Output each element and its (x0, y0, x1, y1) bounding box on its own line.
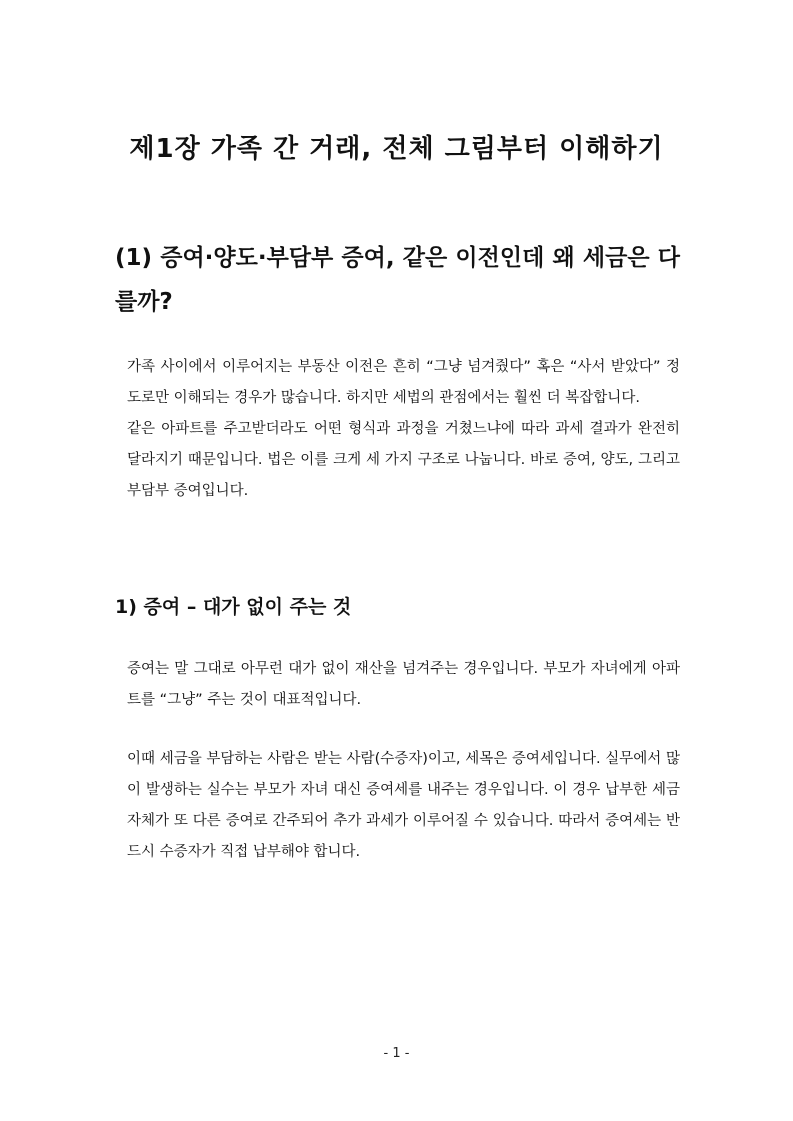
chapter-title: 제1장 가족 간 거래, 전체 그림부터 이해하기 (129, 134, 664, 164)
gift-definition-paragraph: 증여는 말 그대로 아무런 대가 없이 재산을 넘겨주는 경우입니다. 부모가 자녀에게 아파트를 “그냥” 주는 것이 대표적입니다. (127, 661, 680, 708)
section-heading: (1) 증여·양도·부담부 증여, 같은 이전인데 왜 세금은 다를까? (115, 245, 680, 315)
intro-text (127, 352, 680, 507)
page-number: - 1 - (383, 1046, 410, 1061)
subsection-heading: 1) 증여 – 대가 없이 주는 것 (115, 596, 352, 618)
intro-paragraph-1: 가족 사이에서 이루어지는 부동산 이전은 흔히 “그냥 넘겨줬다” 혹은 “사서 받았다” 정도로만 이해되는 경우가 많습니다. 하지만 세법의 관점에서는 훨씬 더 복잡합니다. (127, 359, 680, 406)
intro-paragraph-2: 같은 아파트를 주고받더라도 어떤 형식과 과정을 거쳤느냐에 따라 과세 결과가 완전히 달라지기 때문입니다. 법은 이를 크게 세 가지 구조로 나눕니다. 바로 증여, 양도, 그리고 부담부 증여입니다. (127, 421, 680, 499)
gift-tax-paragraph: 이때 세금을 부담하는 사람은 받는 사람(수증자)이고, 세목은 증여세입니다. 실무에서 많이 발생하는 실수는 부모가 자녀 대신 증여세를 내주는 경우입니다. 이 경우 납부한 세금 자체가 또 다른 증여로 간주되어 추가 과세가 이루어질 수 있습니다. 따라서 증여세는 반드시 수증자가 직접 납부해야 합니다. (127, 751, 680, 860)
